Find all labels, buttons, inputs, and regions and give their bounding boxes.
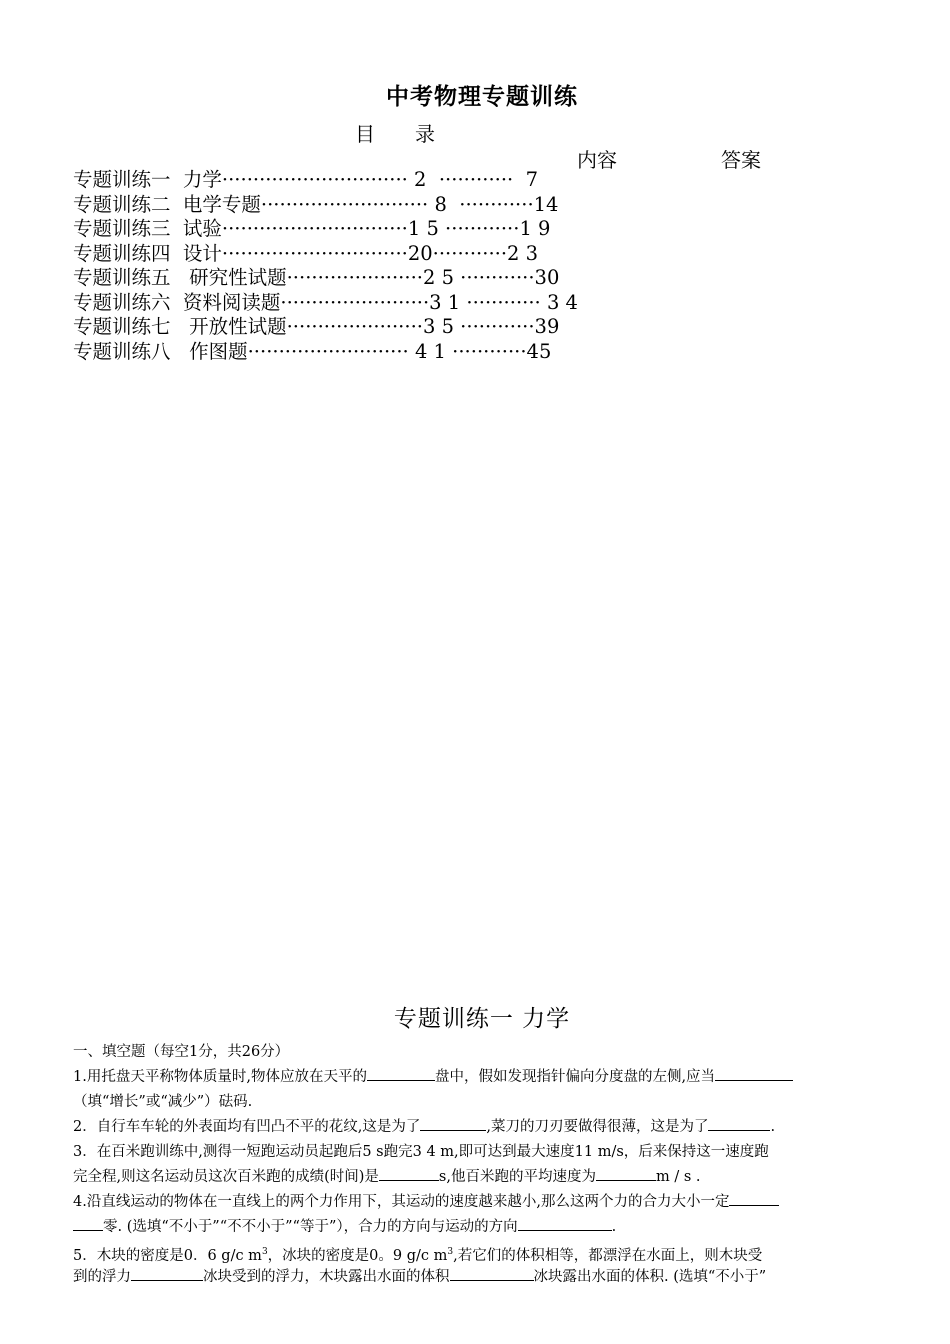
toc-row: 专题训练五 研究性试题······················2 5 ············30 — [73, 266, 560, 289]
answer-blank[interactable] — [715, 1066, 793, 1081]
question-text: 冰块受到的浮力，木块露出水面的体积 — [203, 1269, 450, 1285]
toc-row: 专题训练二 电学专题··························· 8 ············14 — [73, 192, 559, 216]
question-text: 完全程,则这名运动员这次百米跑的成绩(时间)是 — [73, 1169, 379, 1185]
question-text: . — [611, 1219, 617, 1235]
question-text: 1.用托盘天平称物体质量时,物体应放在天平的 — [73, 1069, 367, 1085]
section-title: 专题训练一 力学 — [393, 1006, 571, 1032]
toc-row: 专题训练七 开放性试题······················3 5 ············39 — [73, 315, 560, 338]
answer-blank[interactable] — [367, 1066, 435, 1081]
superscript: 3 — [261, 1247, 268, 1257]
answer-blank[interactable] — [420, 1116, 486, 1131]
question-text: ,若它们的体积相等，都漂浮在水面上，则木块受 — [453, 1247, 763, 1264]
toc-column-answer: 答案 — [721, 148, 761, 172]
question-3-cont — [73, 1165, 893, 1190]
question-text: 到的浮力 — [73, 1269, 131, 1285]
question-1-cont — [73, 1090, 893, 1115]
toc-row: 专题训练一 力学······························ 2 ············ 7 — [73, 168, 539, 191]
question-text: m / s . — [655, 1169, 701, 1185]
question-text: s,他百米跑的平均速度为 — [438, 1169, 596, 1185]
answer-blank[interactable] — [729, 1191, 779, 1206]
toc-row: 专题训练八 作图题·························· 4 1 ············45 — [73, 339, 552, 363]
question-3 — [73, 1140, 893, 1165]
answer-blank[interactable] — [73, 1216, 103, 1231]
question-text: . — [770, 1119, 776, 1135]
superscript: 3 — [447, 1247, 454, 1257]
question-block — [73, 1040, 893, 1290]
answer-blank[interactable] — [596, 1166, 656, 1181]
question-text: 冰块露出水面的体积. (选填“不小于” — [533, 1269, 767, 1285]
question-2 — [73, 1115, 893, 1140]
question-text: （填“增长”或“减少”）砝码. — [73, 1094, 253, 1110]
question-text: ,菜刀的刀刃要做得很薄，这是为了 — [486, 1119, 709, 1135]
question-1 — [73, 1065, 893, 1090]
toc-column-content: 内容 — [577, 148, 617, 172]
answer-blank[interactable] — [708, 1116, 770, 1131]
question-text: ，冰块的密度是0。9 g/c m — [267, 1247, 448, 1264]
toc-row: 专题训练四 设计······························20············2 3 — [73, 241, 539, 265]
question-4 — [73, 1190, 893, 1215]
answer-blank[interactable] — [379, 1166, 439, 1181]
page-title: 中考物理专题训练 — [386, 84, 578, 110]
question-text: 4.沿直线运动的物体在一直线上的两个力作用下，其运动的速度越来越小,那么这两个力的合力大小一定 — [73, 1194, 730, 1210]
answer-blank[interactable] — [450, 1266, 534, 1281]
question-text: 零. (选填“不小于”“不不小于”“等于”），合力的方向与运动的方向 — [103, 1219, 518, 1235]
question-text: 3．在百米跑训练中,测得一短跑运动员起跑后5 s跑完3 4 m,即可达到最大速度11 m/s，后来保持这一速度跑 — [73, 1144, 769, 1160]
question-text: 2．自行车车轮的外表面均有凹凸不平的花纹,这是为了 — [73, 1119, 421, 1135]
question-4-cont — [73, 1215, 893, 1240]
question-5-cont — [73, 1265, 893, 1290]
answer-blank[interactable] — [131, 1266, 203, 1281]
question-text: 盘中，假如发现指针偏向分度盘的左侧,应当 — [434, 1069, 716, 1085]
toc-heading: 目 录 — [355, 122, 435, 146]
toc-list — [73, 168, 578, 364]
toc-row: 专题训练六 资料阅读题························3 1 ············ 3 4 — [73, 290, 578, 314]
toc-row: 专题训练三 试验······························1 5 ············1 9 — [73, 217, 551, 240]
question-5 — [73, 1240, 893, 1265]
answer-blank[interactable] — [518, 1216, 612, 1231]
section-subtitle: 一、填空题（每空1分，共26分） — [73, 1044, 290, 1060]
question-text: 5．木块的密度是0．6 g/c m — [73, 1247, 262, 1264]
